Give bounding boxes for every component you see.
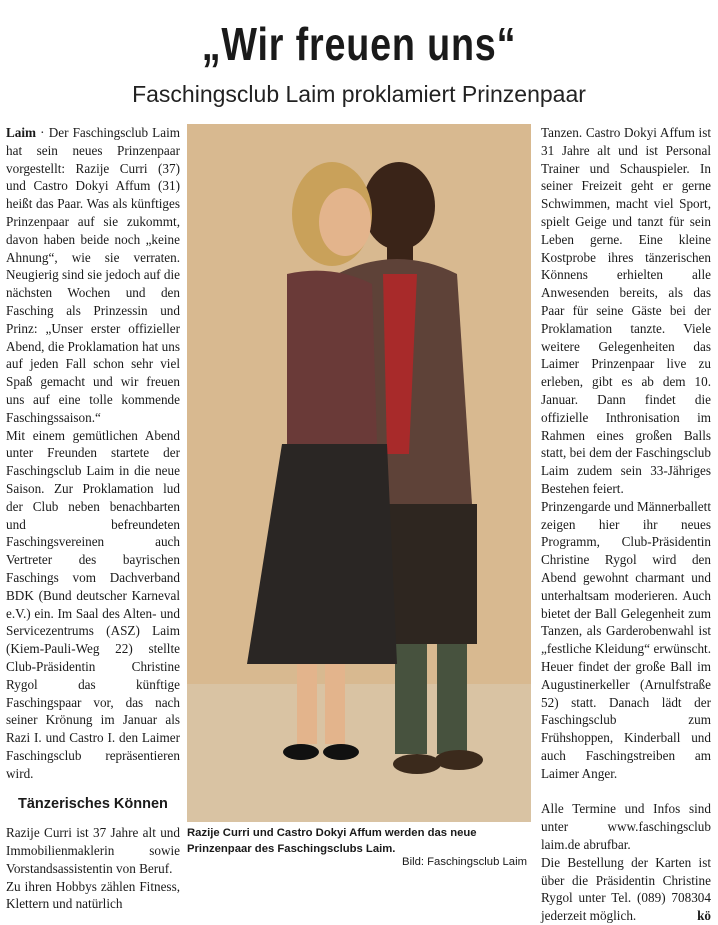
paragraph: Mit einem gemütlichen Abend unter Freunden startete der Faschingsclub Laim in die neue Saison. Zur Proklamation lud der Club neben benachbarten und befreundeten Faschingsvereinen auch Vertreter des bayrischen Faschings vom Dachverband BDK (Bund deutscher Karneval e.V.) ein. Im Saal des Alten- und Servicezentrums (ASZ) Laim (Kiem-Pauli-Weg 22) stellte Club-Präsidentin Christine Rygol das künftige Faschingspaar vor, das nach seiner Krönung im Januar als Razi I. und Castro I. den Laimer Faschingsclub repräsentieren wird. (6, 427, 180, 781)
paragraph: Tanzen. Castro Dokyi Affum ist 31 Jahre alt und ist Personal Trainer und Schauspieler. In seiner Freizeit geht er gerne Schwimmen, macht viel Sport, spielt Geige und tanzt für sein Leben gerne. Eine kleine Kostprobe ihres tänzerischen Könnens erhielten alle Anwesenden bereits, als das Paar für seine Gäste bei der Proklamation tanzte. Viele weitere Gelegenheiten das Laimer Prinzenpaar live zu erleben, gibt es ab dem 10. Januar. Dann findet die offizielle Inthronisation im Rahmen eines großen Balls statt, bei dem der Faschingsclub Laim zudem sein 33-Jähriges Bestehen feiert. (541, 125, 711, 496)
couple-illustration (187, 124, 531, 822)
paragraph: Prinzengarde und Männerballett zeigen hier ihr neues Programm, Club-Präsidentin Christine Rygol wird den Abend gewohnt charmant und unterhaltsam moderieren. Auch bietet der Ball Gelegenheit zum Tanzen, als Garderobenwahl ist „festliche Kleidung“ erwünscht. Heuer findet der große Ball im Augustinerkeller (Arnulfstraße 52) statt. Danach lädt der Faschingsclub zum Frühshoppen, Kinderball und auch Faschingstreiben am Laimer Anger. (541, 498, 711, 781)
dateline: Laim (6, 125, 37, 140)
paragraph (541, 854, 711, 925)
paragraph: Zu ihren Hobbys zählen Fitness, Klettern und natürlich (6, 878, 180, 912)
paragraph-text: Die Bestellung der Karten ist über die Präsidentin Christine Rygol unter Tel. (089) 708304 jederzeit möglich. (541, 854, 711, 924)
photo-credit: Bild: Faschingsclub Laim (402, 856, 527, 868)
headline: „Wir freuen uns“ (201, 18, 517, 70)
author-initials: kö (697, 908, 711, 924)
paragraph: Razije Curri ist 37 Jahre alt und Immobilienmaklerin sowie Vorstandsassistentin von Beruf. (6, 825, 180, 876)
paragraph: Alle Termine und Infos sind unter www.faschingsclub laim.de abrufbar. (541, 801, 711, 853)
paragraph-text: · Der Faschingsclub Laim hat sein neues Prinzenpaar vorgestellt: Razije Curri (37) und Castro Dokyi Affum (31) heißt das Paar. Was als künftiges Prinzenpaar auf sie zukommt, davon haben beide noch „keine Ahnung“, wie sie verraten. Neugierig sind sie jedoch auf die nächsten Wochen und den Fasching als Prinzessin und Prinz: „Unser erster offizieller Abend, die Proklamation hat uns auf jeden Fall schon sehr viel Spaß gemacht und wir freuen uns auf eine tolle kommende Faschingssaison.“ (6, 125, 180, 425)
subheadline: Faschingsclub Laim proklamiert Prinzenpaar (132, 81, 586, 107)
photo-caption: Razije Curri und Castro Dokyi Affum werden das neue Prinzenpaar des Faschingsclubs Laim. (187, 827, 477, 855)
paragraph (6, 124, 180, 427)
column-left (6, 124, 180, 913)
couple-photo (187, 124, 531, 822)
spacer (541, 782, 711, 800)
section-subheading: Tänzerisches Können (18, 796, 168, 813)
column-right (541, 124, 711, 925)
